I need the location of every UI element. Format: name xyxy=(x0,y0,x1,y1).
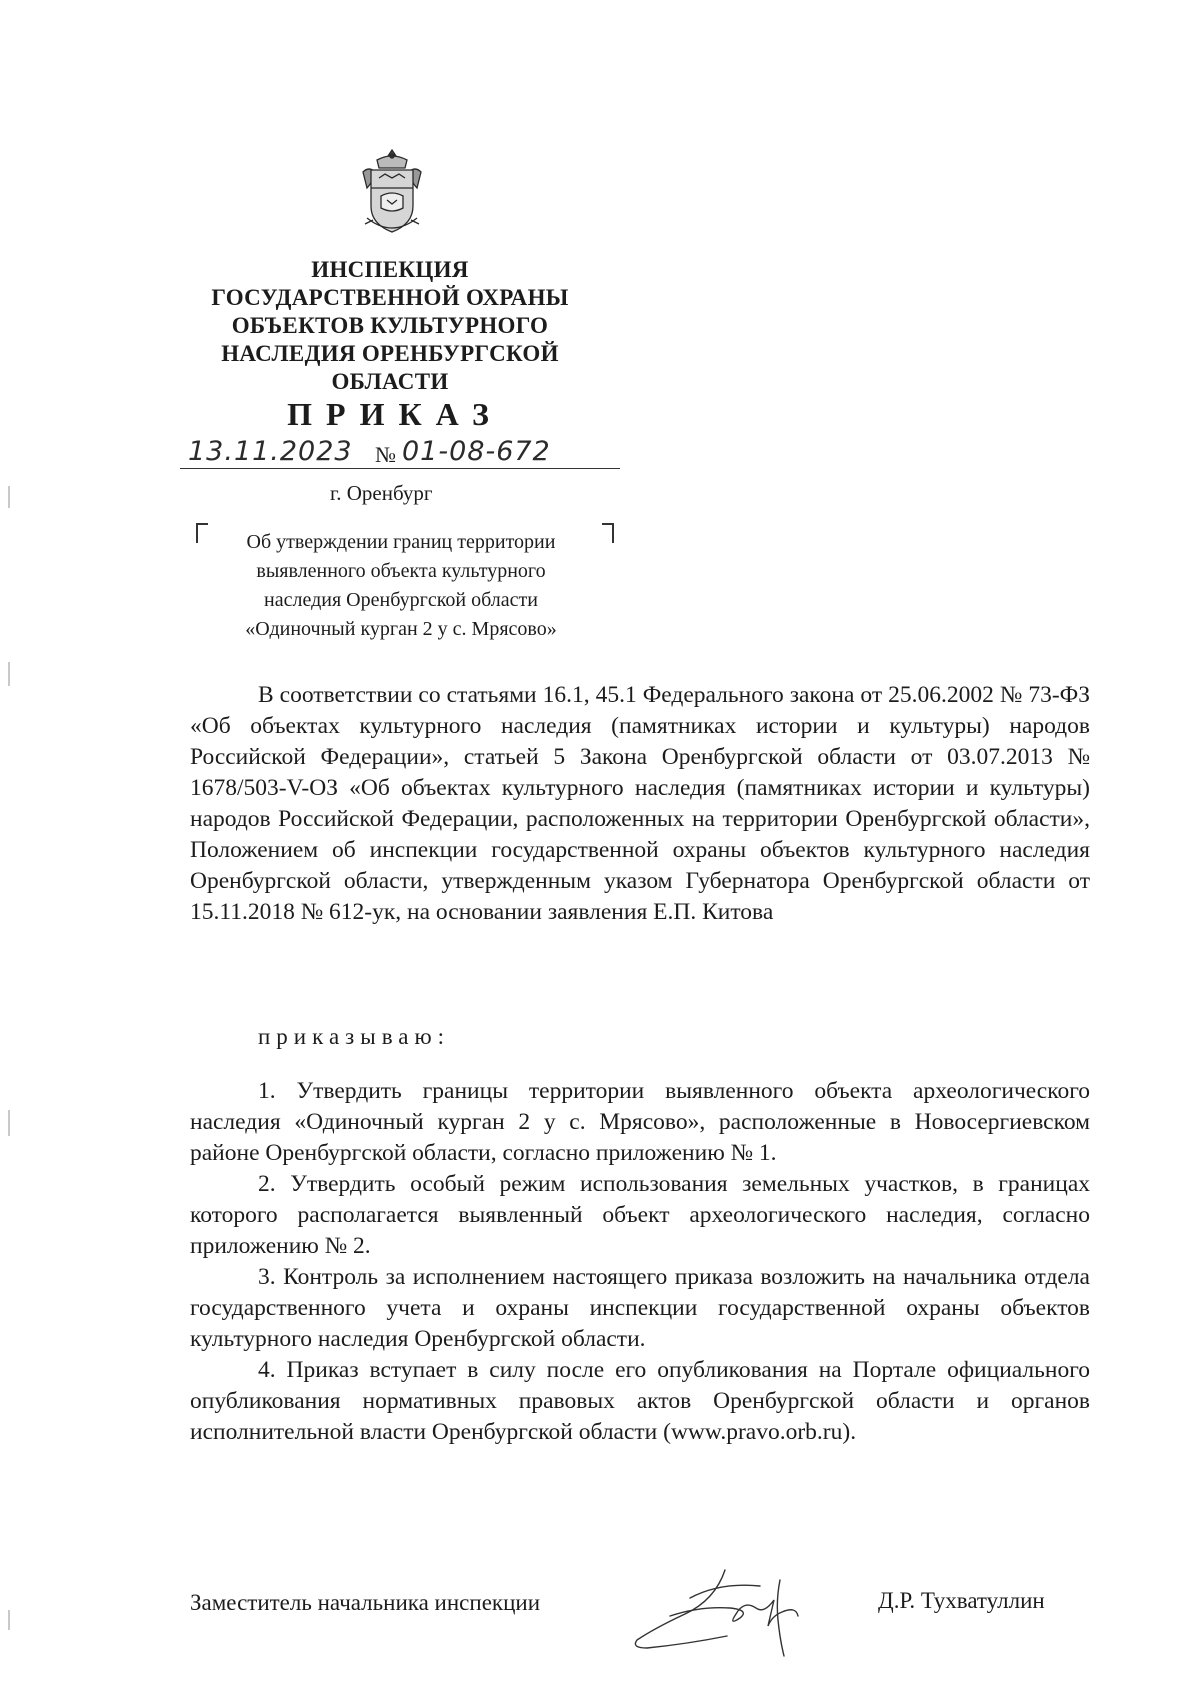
order-directive-word: приказываю: xyxy=(258,1024,451,1049)
order-item: 1. Утвердить границы территории выявленного объекта археологического наследия «Одиночный курган 2 у с. Мрясово», расположенные в Новосергиевском районе Оренбургской области, согласно приложению № 1. xyxy=(190,1078,1090,1166)
order-item: 2. Утвердить особый режим использования земельных участков, в границах которого располагается выявленный объект археологического наследия, согласно приложению № 2. xyxy=(190,1171,1090,1259)
order-date-number-line xyxy=(180,434,640,474)
order-title: ПРИКАЗ xyxy=(287,396,503,432)
handwritten-signature-icon xyxy=(630,1558,840,1666)
scan-edge-mark xyxy=(8,1610,10,1630)
order-date: 13.11.2023 xyxy=(188,436,353,467)
subject-line: наследия Оренбургской области xyxy=(264,589,538,611)
order-subject xyxy=(196,528,606,644)
scan-edge-mark xyxy=(8,486,10,508)
issuing-agency xyxy=(190,256,590,396)
coat-of-arms-icon xyxy=(357,148,427,236)
scan-edge-mark xyxy=(8,662,10,686)
order-items xyxy=(190,1076,1090,1448)
agency-line: ИНСПЕКЦИЯ xyxy=(311,257,469,282)
subject-line: выявленного объекта культурного xyxy=(256,560,546,582)
order-item: 4. Приказ вступает в силу после его опубликования на Портале официального опубликования нормативных правовых актов Оренбургской области и органов исполнительной власти Оренбургской области (www.pravo.orb.ru). xyxy=(190,1357,1090,1445)
scan-edge-mark xyxy=(8,1110,10,1136)
order-preamble xyxy=(190,680,1090,928)
order-item: 3. Контроль за исполнением настоящего приказа возложить на начальника отдела государственного учета и охраны инспекции государственной охраны объектов культурного наследия Оренбургской области. xyxy=(190,1264,1090,1352)
agency-line: ОБЪЕКТОВ КУЛЬТУРНОГО xyxy=(231,313,549,338)
order-number: 01-08-672 xyxy=(402,436,551,467)
signatory-name: Д.Р. Тухватуллин xyxy=(878,1588,1045,1613)
issue-city: г. Оренбург xyxy=(330,481,433,505)
agency-line: ОБЛАСТИ xyxy=(331,369,449,394)
agency-line: ГОСУДАРСТВЕННОЙ ОХРАНЫ xyxy=(211,285,569,310)
subject-line: «Одиночный курган 2 у с. Мрясово» xyxy=(245,618,557,640)
number-sign: № xyxy=(375,442,396,467)
order-underline xyxy=(180,468,620,469)
subject-line: Об утверждении границ территории xyxy=(246,531,556,553)
preamble-paragraph: В соответствии со статьями 16.1, 45.1 Федерального закона от 25.06.2002 № 73-ФЗ «Об объектах культурного наследия (памятниках истории и культуры) народов Российской Федерации», статьей 5 Закона Оренбургской области от 03.07.2013 № 1678/503-V-ОЗ «Об объектах культурного наследия (памятниках истории и культуры) народов Российской Федерации, расположенных на территории Оренбургской области», Положением об инспекции государственной охраны объектов культурного наследия Оренбургской области, утвержденным указом Губернатора Оренбургской области от 15.11.2018 № 612-ук, на основании заявления Е.П. Китова xyxy=(190,682,1090,925)
signatory-role: Заместитель начальника инспекции xyxy=(190,1590,540,1615)
agency-line: НАСЛЕДИЯ ОРЕНБУРГСКОЙ xyxy=(221,341,559,366)
